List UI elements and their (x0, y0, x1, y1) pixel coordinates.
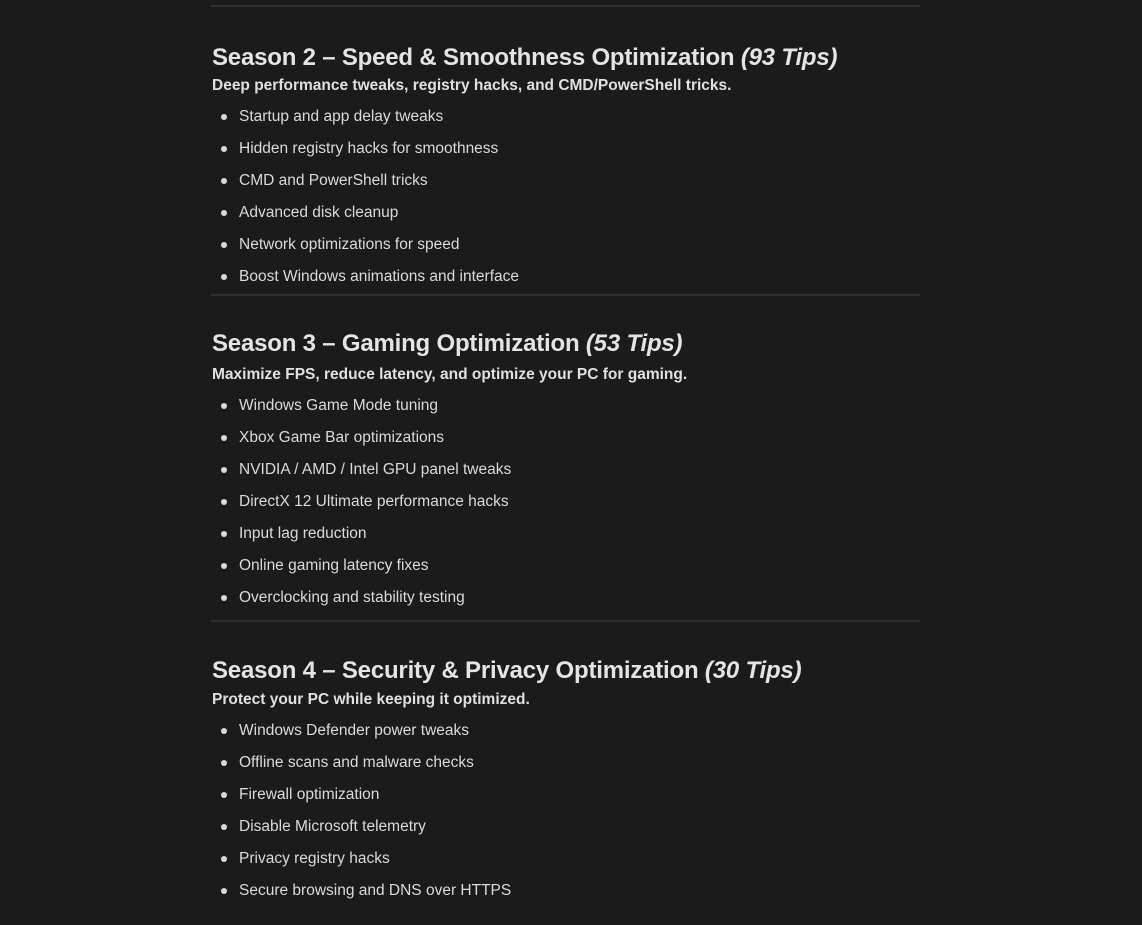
list-item (211, 811, 920, 843)
season-3-title: Season 3 – Gaming Optimization (212, 330, 580, 357)
list-item (211, 582, 920, 614)
bullet-icon (221, 403, 227, 409)
season-2-description: Deep performance tweaks, registry hacks, and CMD/PowerShell tricks. (212, 77, 732, 94)
list-item-text: Privacy registry hacks (239, 850, 390, 867)
bullet-icon (221, 178, 227, 184)
list-item-text: NVIDIA / AMD / Intel GPU panel tweaks (239, 461, 512, 478)
bullet-icon (221, 824, 227, 830)
bullet-icon (221, 563, 227, 569)
bullet-icon (221, 595, 227, 601)
season-4-heading (211, 656, 920, 686)
list-item (211, 454, 920, 486)
bullet-icon (221, 467, 227, 473)
list-item (211, 229, 920, 261)
season-4-title: Season 4 – Security & Privacy Optimization (212, 657, 699, 684)
season-2-title: Season 2 – Speed & Smoothness Optimization (212, 44, 735, 71)
list-item (211, 486, 920, 518)
bullet-icon (221, 728, 227, 734)
bullet-icon (221, 435, 227, 441)
list-item (211, 133, 920, 165)
list-item-text: CMD and PowerShell tricks (239, 172, 428, 189)
season-4-description: Protect your PC while keeping it optimized. (212, 691, 530, 708)
list-item-text: Windows Defender power tweaks (239, 722, 470, 739)
list-item (211, 518, 920, 550)
list-item (211, 101, 920, 133)
list-item-text: Firewall optimization (239, 786, 380, 803)
bullet-icon (221, 760, 227, 766)
list-item-text: Startup and app delay tweaks (239, 108, 444, 125)
list-item (211, 843, 920, 875)
list-item (211, 715, 920, 747)
list-item (211, 550, 920, 582)
season-3-list (211, 390, 920, 614)
list-item (211, 261, 920, 293)
list-item-text: Secure browsing and DNS over HTTPS (239, 882, 512, 899)
bullet-icon (221, 531, 227, 537)
list-item (211, 875, 920, 907)
list-item (211, 165, 920, 197)
bullet-icon (221, 888, 227, 894)
season-4-section (211, 622, 920, 907)
bullet-icon (221, 210, 227, 216)
list-item-text: Boost Windows animations and interface (239, 268, 520, 285)
list-item-text: Network optimizations for speed (239, 236, 460, 253)
bullet-icon (221, 242, 227, 248)
list-item-text: Hidden registry hacks for smoothness (239, 140, 499, 157)
list-item (211, 779, 920, 811)
season-4-list (211, 715, 920, 907)
list-item-text: DirectX 12 Ultimate performance hacks (239, 493, 509, 510)
season-2-list (211, 101, 920, 293)
season-2-tips-count: (93 Tips) (740, 44, 838, 71)
list-item-text: Advanced disk cleanup (239, 204, 399, 221)
bullet-icon (221, 792, 227, 798)
list-item (211, 197, 920, 229)
list-item (211, 390, 920, 422)
season-3-tips-count: (53 Tips) (585, 330, 683, 357)
list-item-text: Offline scans and malware checks (239, 754, 474, 771)
season-3-description: Maximize FPS, reduce latency, and optimize your PC for gaming. (212, 366, 688, 383)
bullet-icon (221, 146, 227, 152)
list-item (211, 747, 920, 779)
season-3-heading (211, 329, 920, 359)
list-item-text: Disable Microsoft telemetry (239, 818, 426, 835)
season-3-section (211, 296, 920, 614)
bullet-icon (221, 114, 227, 120)
bullet-icon (221, 274, 227, 280)
article-content (211, 5, 920, 907)
list-item-text: Overclocking and stability testing (239, 589, 465, 606)
list-item-text: Online gaming latency fixes (239, 557, 429, 574)
list-item-text: Xbox Game Bar optimizations (239, 429, 445, 446)
list-item (211, 422, 920, 454)
list-item-text: Windows Game Mode tuning (239, 397, 439, 414)
bullet-icon (221, 499, 227, 505)
list-item-text: Input lag reduction (239, 525, 367, 542)
season-2-section (211, 7, 920, 293)
bullet-icon (221, 856, 227, 862)
season-4-tips-count: (30 Tips) (704, 657, 802, 684)
season-2-heading (211, 43, 920, 73)
